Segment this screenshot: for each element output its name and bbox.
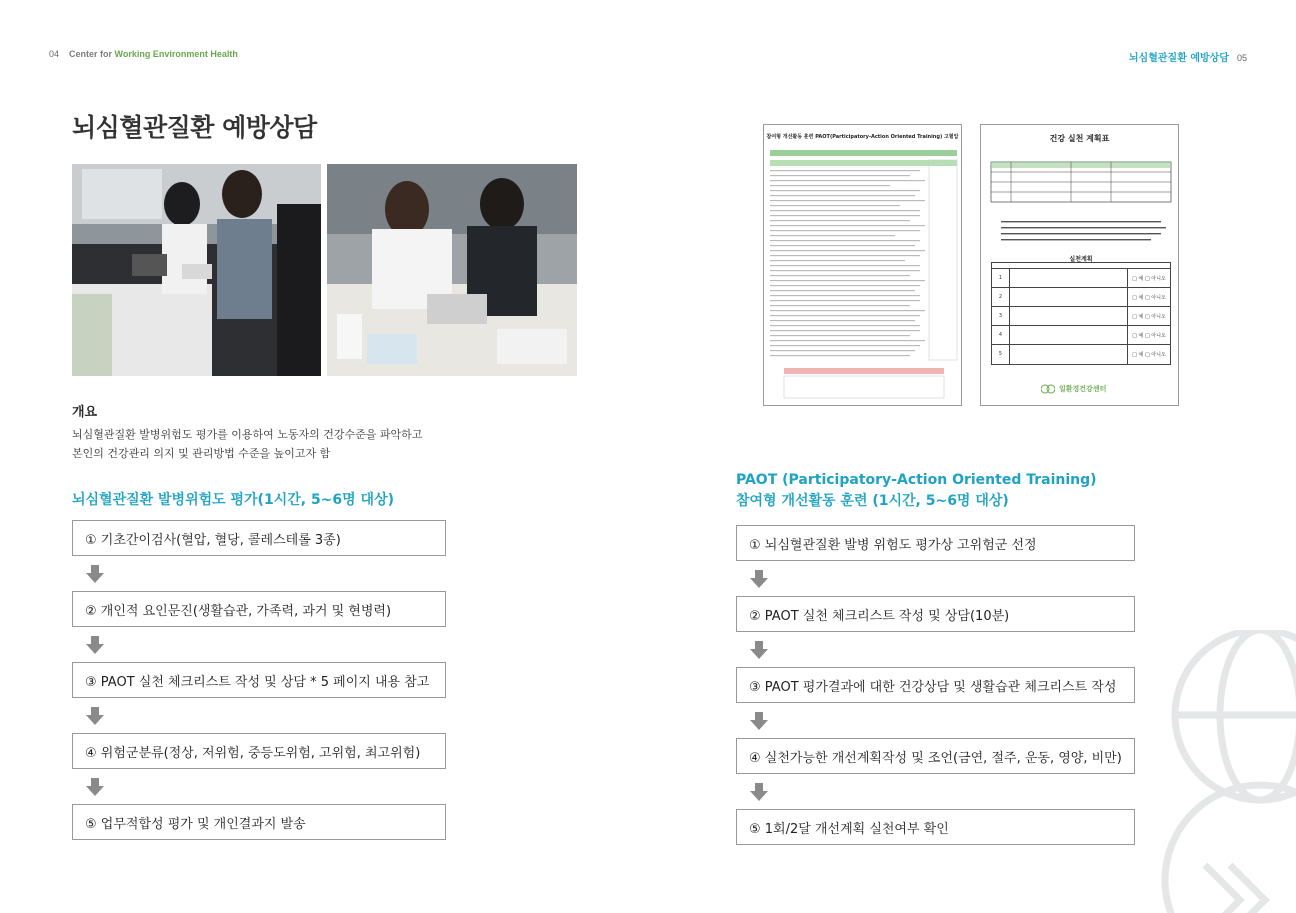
plan-row-content [1010, 288, 1128, 306]
overview-line: 뇌심혈관질환 발병위험도 평가를 이용하여 노동자의 건강수준을 파악하고 [72, 428, 423, 441]
center-logo-icon [1041, 384, 1055, 394]
left-step-2: ② 개인적 요인문진(생활습관, 가족력, 과거 및 현병력) [72, 591, 446, 627]
plan-row-number: 5 [992, 345, 1010, 364]
paot-checklist-document [763, 124, 962, 406]
brand-name [69, 49, 238, 59]
down-arrow-icon [85, 777, 105, 797]
right-section-title-line1: PAOT (Participatory-Action Oriented Training) [736, 472, 1097, 488]
plan-row [992, 269, 1170, 288]
plan-row-check: □ 예 □ 아니오 [1132, 294, 1166, 301]
section-name: 뇌심혈관질환 예방상담 [1128, 53, 1229, 64]
health-plan-document [980, 124, 1179, 406]
left-step-1: ① 기초간이검사(혈압, 혈당, 콜레스테롤 3종) [72, 520, 446, 556]
brand-prefix: Center for [69, 49, 115, 59]
left-page-header [49, 49, 238, 59]
down-arrow-icon [749, 569, 769, 589]
right-step-3: ③ PAOT 평가결과에 대한 건강상담 및 생활습관 체크리스트 작성 [736, 667, 1135, 703]
plan-row [992, 288, 1170, 307]
plan-row-check: □ 예 □ 아니오 [1132, 332, 1166, 339]
left-step-4: ④ 위험군분류(정상, 저위험, 중등도위험, 고위험, 최고위험) [72, 733, 446, 769]
right-step-2: ② PAOT 실천 체크리스트 작성 및 상담(10분) [736, 596, 1135, 632]
plan-table [991, 262, 1171, 365]
plan-row-number: 1 [992, 269, 1010, 287]
plan-row-check: □ 예 □ 아니오 [1132, 313, 1166, 320]
counseling-photo-1-graphic [72, 164, 321, 376]
right-page-number: 05 [1236, 53, 1247, 63]
health-plan-title: 건강 실천 계획표 [1049, 134, 1110, 143]
counseling-photo-2 [327, 164, 577, 376]
right-step-5: ⑤ 1회/2달 개선계획 실천여부 확인 [736, 809, 1135, 845]
right-step-4: ④ 실천가능한 개선계획작성 및 조언(금연, 절주, 운동, 영양, 비만) [736, 738, 1135, 774]
plan-row-number: 4 [992, 326, 1010, 344]
plan-row-number: 2 [992, 288, 1010, 306]
plan-row-content [1010, 345, 1128, 364]
plan-row-content [1010, 326, 1128, 344]
plan-row-content [1010, 307, 1128, 325]
down-arrow-icon [749, 640, 769, 660]
overview-title: 개요 [72, 405, 98, 420]
paot-checklist-table [764, 140, 962, 400]
down-arrow-icon [749, 711, 769, 731]
counseling-photo-1 [72, 164, 321, 376]
down-arrow-icon [85, 635, 105, 655]
center-logo-text: 일환경건강센터 [1059, 385, 1107, 393]
left-step-5: ⑤ 업무적합성 평가 및 개인결과지 발송 [72, 804, 446, 840]
left-page-number: 04 [49, 49, 60, 59]
down-arrow-icon [85, 706, 105, 726]
plan-row-content [1010, 269, 1128, 287]
page-title: 뇌심혈관질환 예방상담 [72, 113, 317, 142]
counseling-photo-2-graphic [327, 164, 577, 376]
down-arrow-icon [85, 564, 105, 584]
plan-row-number: 3 [992, 307, 1010, 325]
right-page-header [1129, 49, 1247, 64]
down-arrow-icon [749, 782, 769, 802]
overview-line: 본인의 건강관리 의지 및 관리방법 수준을 높이고자 함 [72, 447, 331, 460]
plan-row-check: □ 예 □ 아니오 [1132, 275, 1166, 282]
right-section-title [736, 470, 1097, 512]
right-step-1: ① 뇌심혈관질환 발병 위험도 평가상 고위험군 선정 [736, 525, 1135, 561]
left-section-title: 뇌심혈관질환 발병위험도 평가(1시간, 5~6명 대상) [72, 492, 394, 508]
plan-table-title: 실천계획 [1069, 256, 1093, 263]
plan-row [992, 307, 1170, 326]
brand-highlight: Working Environment Health [114, 49, 238, 59]
health-center-logo [1041, 384, 1106, 394]
left-step-3: ③ PAOT 실천 체크리스트 작성 및 상담 * 5 페이지 내용 참고 [72, 662, 446, 698]
paot-checklist-title: 참여형 개선활동 훈련 PAOT(Participatory-Action Oriented Training) 고혈압 [766, 134, 959, 140]
plan-row [992, 345, 1170, 364]
plan-row [992, 326, 1170, 345]
decorative-globe-watermark [1150, 630, 1296, 913]
overview-body [72, 425, 472, 463]
right-section-title-line2: 참여형 개선활동 훈련 (1시간, 5~6명 대상) [736, 493, 1009, 509]
plan-row-check: □ 예 □ 아니오 [1132, 352, 1166, 358]
